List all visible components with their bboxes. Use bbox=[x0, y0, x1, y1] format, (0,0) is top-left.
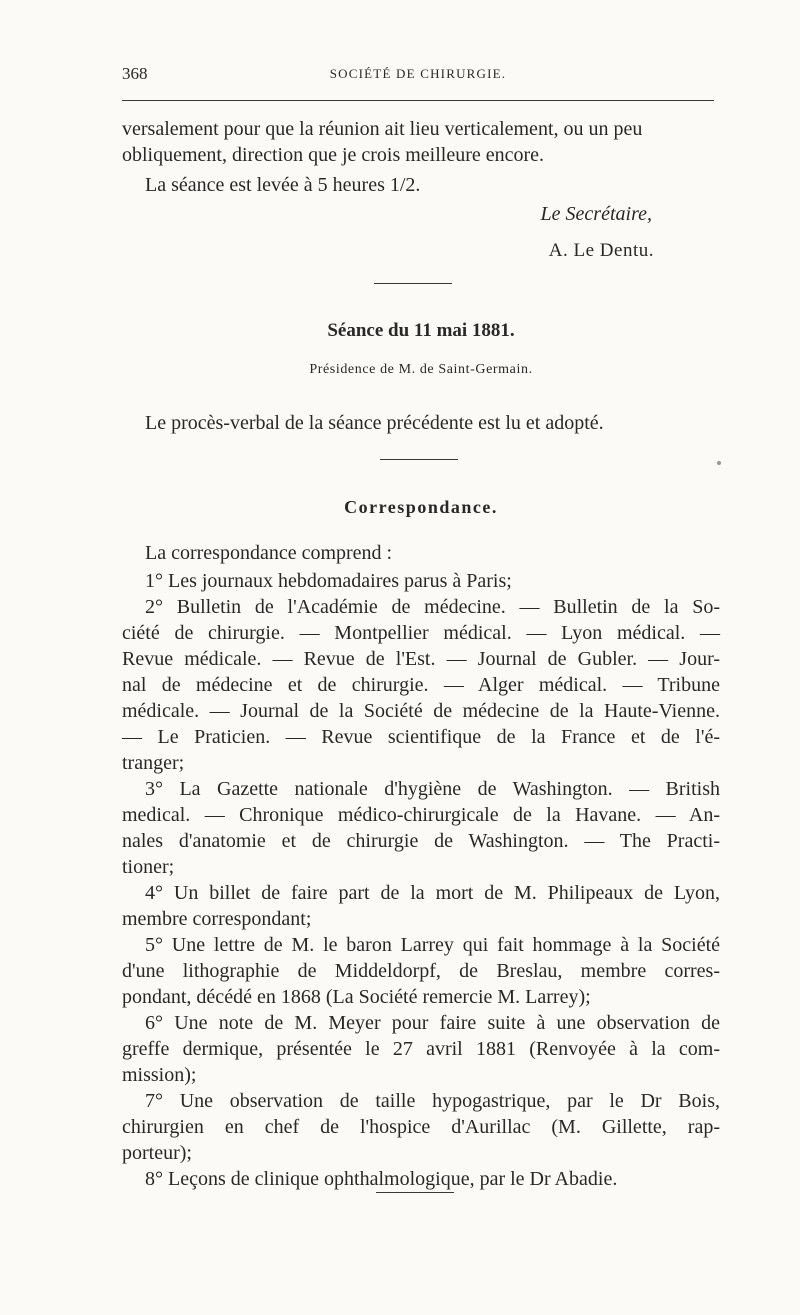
correspondance-item-line: mission); bbox=[122, 1064, 197, 1086]
correspondance-item-line: médicale. — Journal de la Société de médecine de la Haute-Vienne. bbox=[122, 700, 720, 722]
session-heading: Séance du 11 mai 1881. bbox=[327, 320, 515, 341]
correspondance-item-line: porteur); bbox=[122, 1142, 192, 1164]
running-head bbox=[122, 64, 714, 88]
correspondance-item bbox=[122, 1166, 720, 1192]
minutes-line: Le procès-verbal de la séance précédente est lu et adopté. bbox=[145, 412, 604, 434]
correspondance-item-line: nales d'anatomie et de chirurgie de Washington. — The Practi- bbox=[122, 830, 720, 852]
page-number: 368 bbox=[122, 64, 148, 83]
correspondance-item-line: d'une lithographie de Middeldorpf, de Breslau, membre corres- bbox=[122, 960, 720, 982]
correspondance-item-line: tranger; bbox=[122, 752, 185, 774]
correspondance-item-line: 3° La Gazette nationale d'hygiène de Washington. — British bbox=[145, 778, 720, 800]
correspondance-heading: Correspondance. bbox=[344, 497, 498, 517]
correspondance-item-line: pondant, décédé en 1868 (La Société remercie M. Larrey); bbox=[122, 986, 591, 1008]
section-divider bbox=[374, 283, 452, 284]
correspondance-item-line: tioner; bbox=[122, 856, 175, 878]
presidence-line: Présidence de M. de Saint-Germain. bbox=[309, 362, 533, 377]
correspondance-intro: La correspondance comprend : bbox=[145, 542, 393, 564]
correspondance-item-line: — Le Praticien. — Revue scientifique de la France et de l'é- bbox=[122, 726, 720, 748]
correspondance-item-line: 4° Un billet de faire part de la mort de M. Philipeaux de Lyon, bbox=[145, 882, 720, 904]
paper-speck bbox=[717, 461, 721, 465]
correspondance-item-line: 5° Une lettre de M. le baron Larrey qui fait hommage à la Société bbox=[145, 934, 720, 956]
correspondance-item bbox=[122, 594, 720, 776]
correspondance-item bbox=[122, 568, 720, 594]
correspondance-list bbox=[122, 568, 720, 1192]
signature-name: A. Le Dentu. bbox=[548, 240, 654, 261]
correspondance-item bbox=[122, 880, 720, 932]
correspondance-item bbox=[122, 1010, 720, 1088]
continued-paragraph-line-2: obliquement, direction que je crois meilleure encore. bbox=[122, 144, 545, 166]
header-rule bbox=[122, 100, 714, 101]
correspondance-item-line: nal de médecine et de chirurgie. — Alger médical. — Tribune bbox=[122, 674, 720, 696]
correspondance-item-line: 2° Bulletin de l'Académie de médecine. — Bulletin de la So- bbox=[145, 596, 720, 618]
section-divider bbox=[376, 1192, 454, 1193]
signature-role: Le Secrétaire, bbox=[540, 203, 652, 225]
correspondance-item bbox=[122, 776, 720, 880]
correspondance-item-line: 8° Leçons de clinique ophthalmologique, par le Dr Abadie. bbox=[145, 1168, 618, 1190]
correspondance-item-line: 7° Une observation de taille hypogastrique, par le Dr Bois, bbox=[145, 1090, 720, 1112]
correspondance-item-line: 6° Une note de M. Meyer pour faire suite à une observation de bbox=[145, 1012, 720, 1034]
correspondance-item bbox=[122, 1088, 720, 1166]
closing-line: La séance est levée à 5 heures 1/2. bbox=[145, 174, 421, 196]
continued-paragraph-line-1: versalement pour que la réunion ait lieu verticalement, ou un peu bbox=[122, 118, 643, 140]
correspondance-item-line: ciété de chirurgie. — Montpellier médical. — Lyon médical. — bbox=[122, 622, 720, 644]
correspondance-item-line: chirurgien en chef de l'hospice d'Aurillac (M. Gillette, rap- bbox=[122, 1116, 720, 1138]
correspondance-item-line: medical. — Chronique médico-chirurgicale de la Havane. — An- bbox=[122, 804, 720, 826]
correspondance-item bbox=[122, 932, 720, 1010]
correspondance-item-line: membre correspondant; bbox=[122, 908, 312, 930]
correspondance-item-line: Revue médicale. — Revue de l'Est. — Journal de Gubler. — Jour- bbox=[122, 648, 720, 670]
section-divider bbox=[380, 459, 458, 460]
correspondance-item-line: 1° Les journaux hebdomadaires parus à Paris; bbox=[145, 570, 512, 592]
running-head-title: SOCIÉTÉ DE CHIRURGIE. bbox=[329, 66, 507, 81]
correspondance-item-line: greffe dermique, présentée le 27 avril 1881 (Renvoyée à la com- bbox=[122, 1038, 720, 1060]
